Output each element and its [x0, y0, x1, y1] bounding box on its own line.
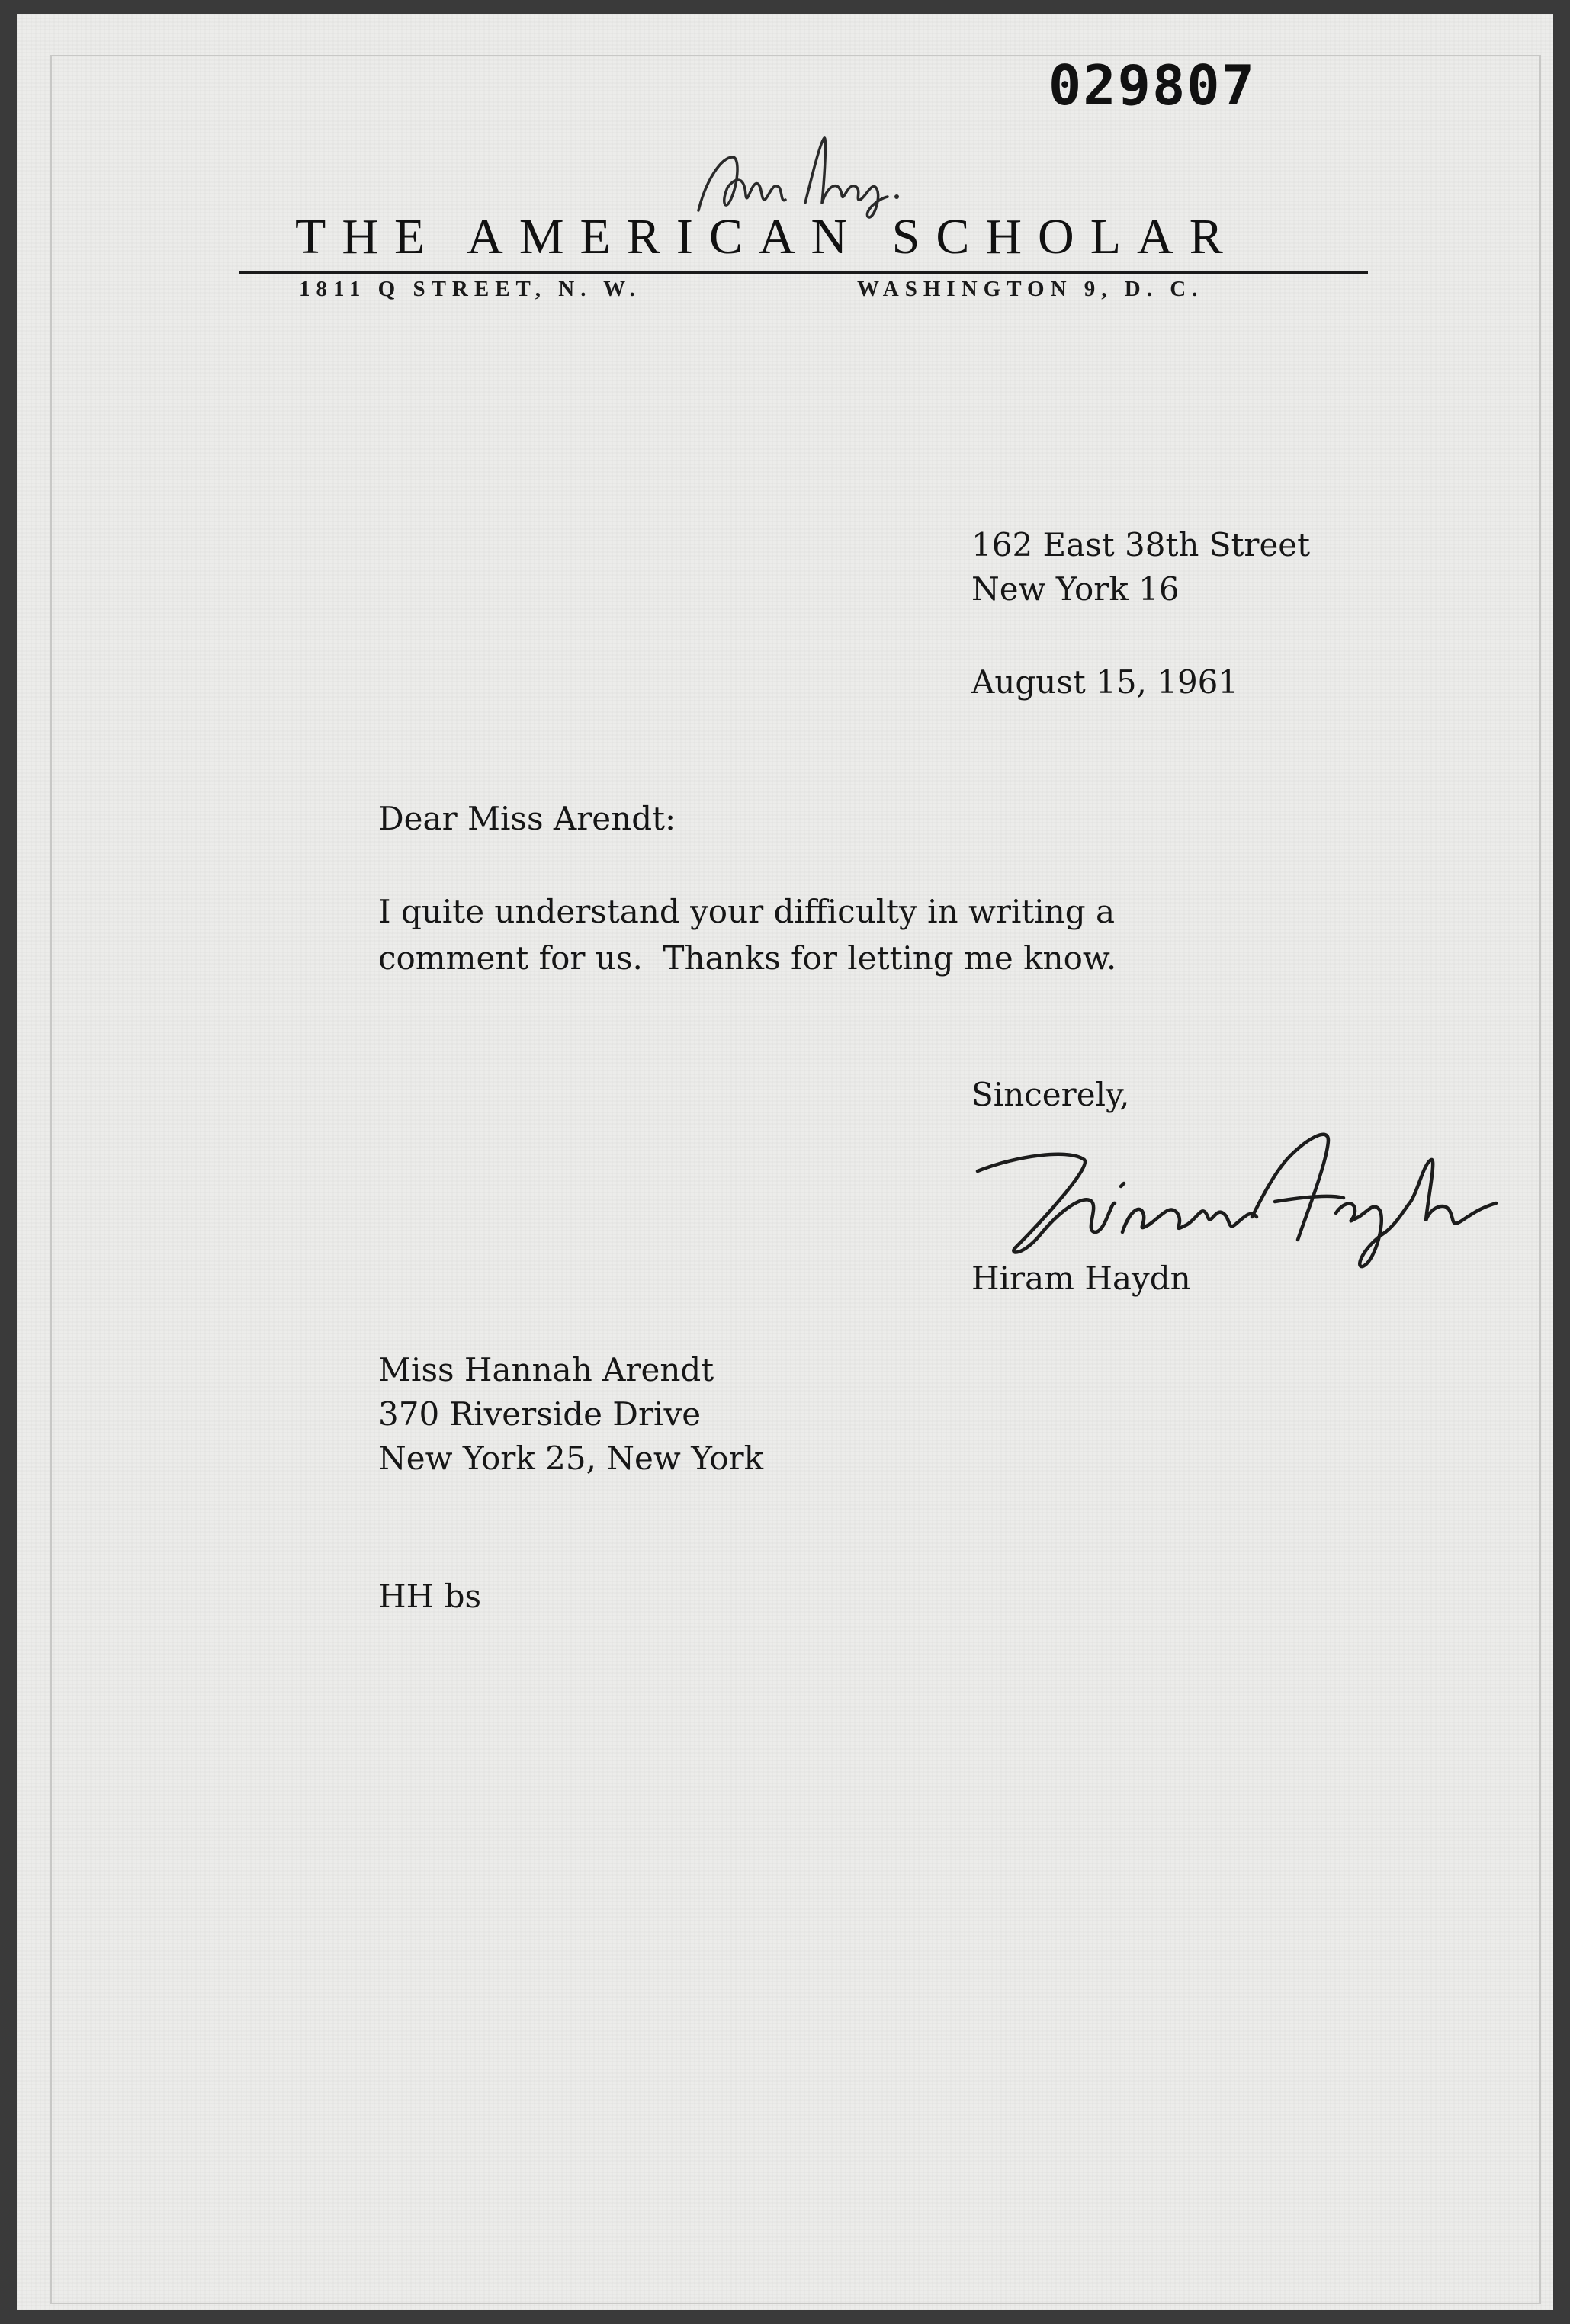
- letterhead-title: THE AMERICAN SCHOLAR: [295, 209, 1239, 265]
- salutation: Dear Miss Arendt:: [378, 800, 676, 837]
- closing: Sincerely,: [971, 1076, 1130, 1113]
- recipient-name: Miss Hannah Arendt: [378, 1351, 714, 1388]
- letterhead-city: WASHINGTON 9, D. C.: [857, 277, 1204, 301]
- letterhead-street-address: 1811 Q STREET, N. W.: [299, 277, 641, 301]
- signer-name: Hiram Haydn: [971, 1260, 1191, 1297]
- letter-body: [378, 888, 1116, 981]
- recipient-address: [378, 1348, 763, 1481]
- recipient-city: New York 25, New York: [378, 1440, 764, 1477]
- reference-initials: HH bs: [378, 1578, 482, 1615]
- letter-date: August 15, 1961: [971, 663, 1239, 701]
- body-line: comment for us. Thanks for letting me know.: [378, 939, 1117, 977]
- letter-sheet: [17, 14, 1553, 2310]
- sender-address-line: New York 16: [971, 570, 1180, 608]
- letterhead-rule: [239, 271, 1368, 274]
- sender-address: [971, 523, 1310, 611]
- document-number: 029807: [1048, 53, 1256, 117]
- body-line: I quite understand your difficulty in writing a: [378, 893, 1116, 930]
- recipient-street: 370 Riverside Drive: [378, 1395, 702, 1433]
- sender-address-line: 162 East 38th Street: [971, 526, 1311, 563]
